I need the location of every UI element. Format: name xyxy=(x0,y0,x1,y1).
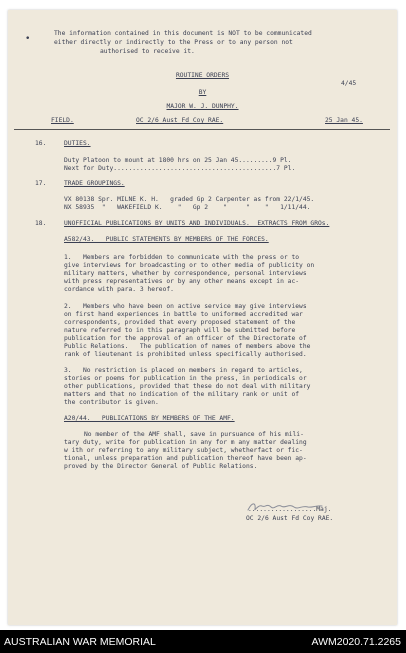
paragraph-line: No member of the AMF shall, save in pursuance of his mili- xyxy=(84,431,304,438)
item-number: 18. xyxy=(35,220,47,227)
paragraph-line: on first hand experiences in battle to uniformed accredited war xyxy=(64,311,303,318)
page-mark: • xyxy=(25,34,31,44)
subsection-heading: A20/44. PUBLICATIONS BY MEMBERS OF THE AMF. xyxy=(64,415,235,422)
paragraph-line: cordance with para. 3 hereof. xyxy=(64,286,174,293)
paragraph-line: military matters, whether by correspondence, personal interviews xyxy=(64,270,307,277)
paragraph-line: stories or poems for publication in the press, in periodicals or xyxy=(64,375,307,382)
paragraph-line: publication for the approval of an officer of the Directorate of xyxy=(64,335,307,342)
paragraph-line: other publications, provided that these do not deal with military xyxy=(64,383,311,390)
by-label: BY xyxy=(198,89,207,96)
location: FIELD. xyxy=(51,117,74,124)
signature-line: ..................Maj. xyxy=(248,506,332,513)
paragraph-line: Public Relations. The publication of names of members above the xyxy=(64,343,311,350)
notice-line: authorised to receive it. xyxy=(100,48,195,55)
item-line: VX 80138 Spr. MILNE K. H. graded Gp 2 Carpenter as from 22/1/45. xyxy=(64,196,315,203)
paragraph-line: w ith or referring to any military subject, whetherfact or fic- xyxy=(64,447,303,454)
paragraph-line: correspondents, provided that every proposed statement of the xyxy=(64,319,296,326)
paragraph-line: 1. Members are forbidden to communicate with the press or to xyxy=(64,254,300,261)
document-title: ROUTINE ORDERS xyxy=(175,72,230,79)
paragraph-line: the contributor is given. xyxy=(64,399,159,406)
item-heading: TRADE GROUPINGS. xyxy=(64,180,125,187)
item-line: NX 58935 " WAKEFIELD K. " Gp 2 " " " 1/11/44. xyxy=(64,204,311,211)
paragraph-line: rank of lieutenant is prohibited unless specifically authorised. xyxy=(64,351,307,358)
paragraph-line: matters and that no indication of the military rank or unit of xyxy=(64,391,300,398)
footer-bar xyxy=(0,630,406,653)
paragraph-line: tary duty, write for publication in any for m any matter dealing xyxy=(64,439,307,446)
paragraph-line: tional, unless preparation and publication thereof have been ap- xyxy=(64,455,307,462)
item-heading: DUTIES. xyxy=(64,140,91,147)
paragraph-line: nature referred to in this paragraph will be submitted before xyxy=(64,327,296,334)
signature-unit: OC 2/6 Aust Fd Coy RAE. xyxy=(246,515,334,522)
paragraph-line: with press representatives or by any other means except in ac- xyxy=(64,278,300,285)
item-line: Next for Duty...........................................7 Pl. xyxy=(64,165,296,172)
subsection-heading: A582/43. PUBLIC STATEMENTS BY MEMBERS OF THE FORCES. xyxy=(64,236,269,243)
item-heading: UNOFFICIAL PUBLICATIONS BY UNITS AND INDIVIDUALS. EXTRACTS FROM GROs. xyxy=(64,220,330,227)
officer-name: MAJOR W. J. DUNPHY. xyxy=(166,103,239,110)
paragraph-line: 2. Members who have been on active service may give interviews xyxy=(64,303,307,310)
paragraph-line: 3. No restriction is placed on members in regard to articles, xyxy=(64,367,303,374)
unit-name: OC 2/6 Aust Fd Coy RAE. xyxy=(136,117,224,124)
item-number: 16. xyxy=(35,140,47,147)
notice-line: The information contained in this document is NOT to be communicated xyxy=(54,30,312,37)
footer-source: AUSTRALIAN WAR MEMORIAL xyxy=(4,636,156,648)
item-line: Duty Platoon to mount at 1800 hrs on 25 Jan 45.........9 Pl. xyxy=(64,157,292,164)
paragraph-line: proved by the Director General of Public Relations. xyxy=(64,463,258,470)
footer-accession-number: AWM2020.71.2265 xyxy=(311,636,401,648)
document-page xyxy=(8,10,397,625)
order-date: 25 Jan 45. xyxy=(325,117,363,124)
order-number: 4/45 xyxy=(341,80,357,87)
notice-line: either directly or indirectly to the Press or to any person not xyxy=(54,39,293,46)
item-number: 17. xyxy=(35,180,47,187)
header-divider xyxy=(14,129,390,130)
paragraph-line: give interviews for broadcasting or to other media of publicity on xyxy=(64,262,315,269)
